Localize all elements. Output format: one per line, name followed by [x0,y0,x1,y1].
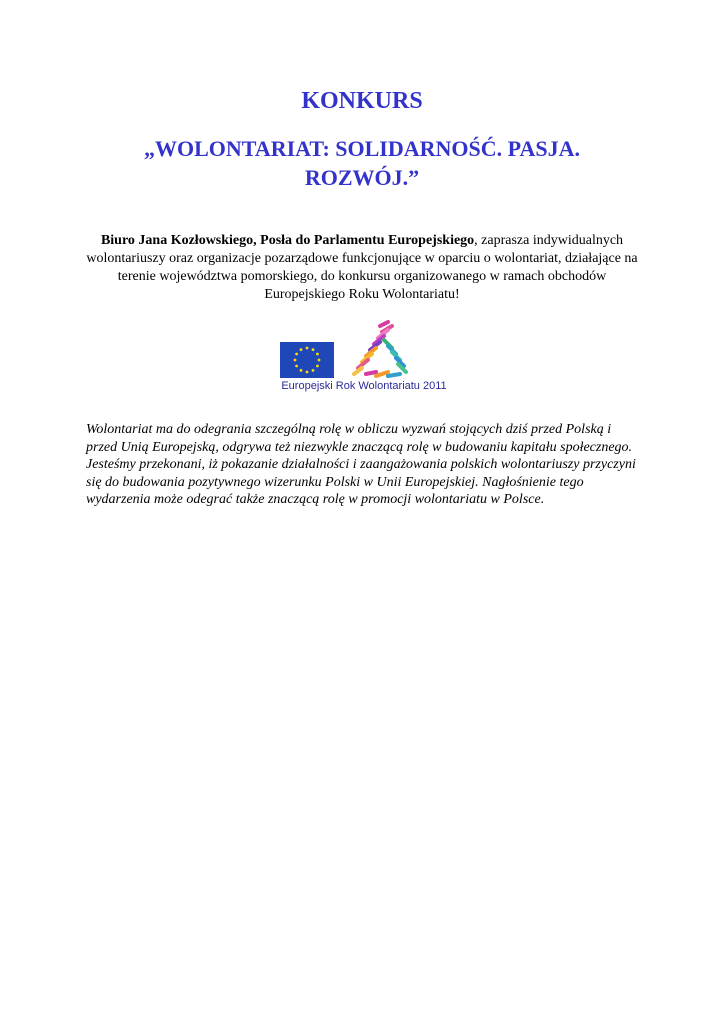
intro-organizer: Biuro Jana Kozłowskiego, Posła do Parlamentu Europejskiego [100,233,475,248]
document-title: KONKURS [301,88,423,114]
logo-caption: Europejski Rok Wolontariatu 2011 [281,380,447,392]
logo-graphic [276,318,452,380]
intro-invitation: , zaprasza indywidualnych wolontariuszy oraz organizacje pozarządowe funkcjonujące w oparciu o wolontariat, działające na terenie województwa pomorskiego, do konkursu organizowanego w ramach obchodów Europejskiego Roku Wolontariatu! [86,233,638,302]
document-subtitle: „WOLONTARIAT: SOLIDARNOŚĆ. PASJA. ROZWÓJ.” [144,136,580,190]
eyv-2011-logo [276,318,452,400]
intro-paragraph [84,232,640,304]
body-paragraph: Wolontariat ma do odegrania szczególną rolę w obliczu wyzwań stojących dziś przed Polską i przed Unią Europejską, odgrywa też niezwykle znaczącą rolę w budowaniu kapitału społecznego. Jesteśmy przekonani, iż pokazanie działalności i zaangażowania polskich wolontariuszy przyczyni się do budowania pozytywnego wizerunku Polski w Unii Europejskiej. Nagłośnienie tego wydarzenia może odegrać także znaczącą rolę w promocji wolontariatu w Polsce. [86,422,636,508]
volunteering-year-emblem-icon [354,322,406,376]
eu-flag-icon [280,342,334,378]
